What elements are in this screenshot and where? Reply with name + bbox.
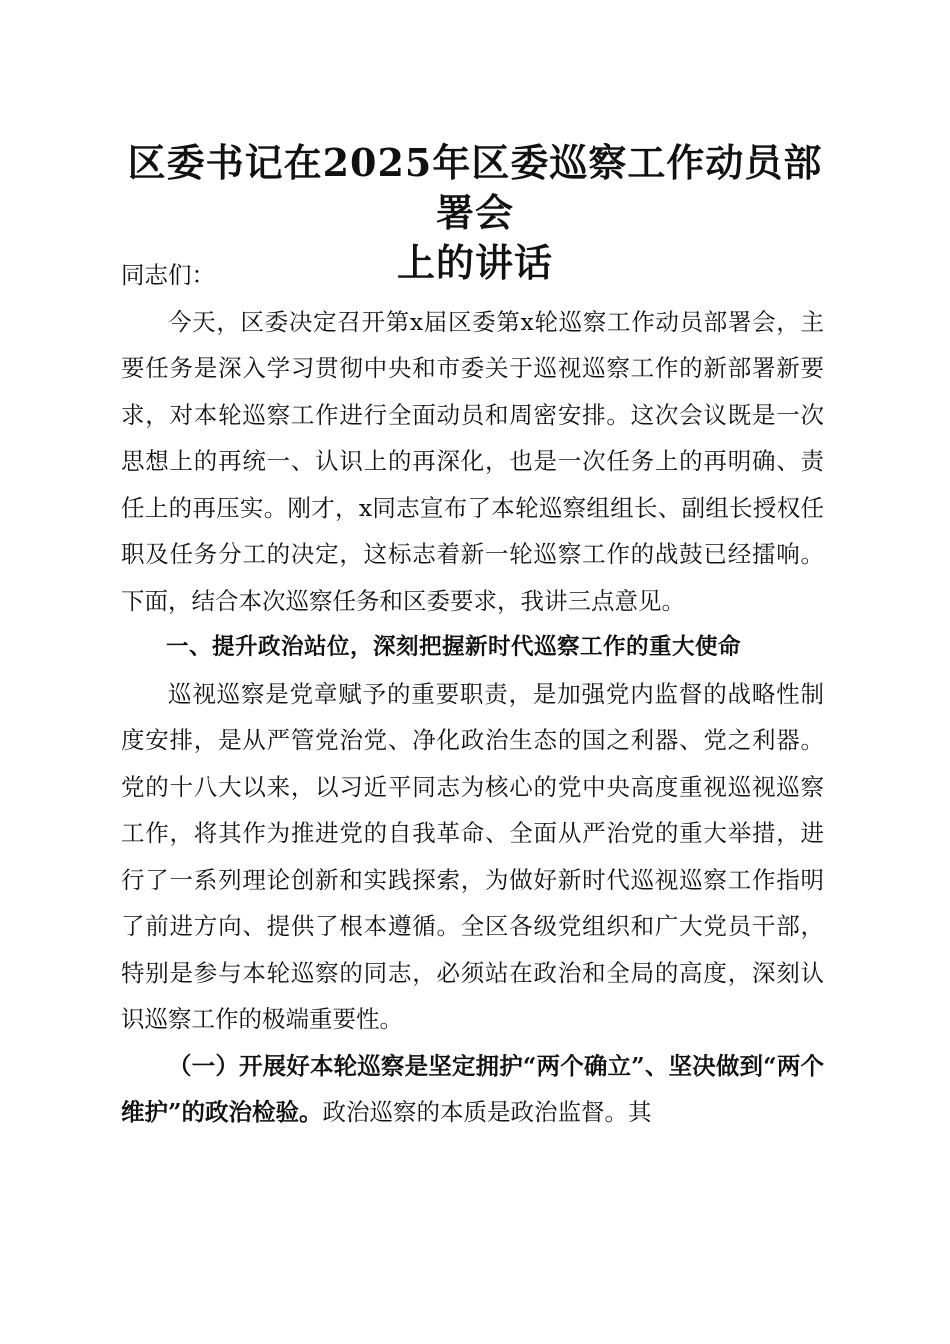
- title-line-2: 上的讲话: [396, 240, 553, 285]
- subsection-1-text: 政治巡察的本质是政治监督。其: [322, 1098, 652, 1126]
- title-line-1: 区委书记在2025年区委巡察工作动员部署会: [127, 140, 823, 235]
- subsection-1-lead: （一）开展好本轮巡察是坚定拥护“两个确立”、坚决做到“两个维护”的政治检验。: [121, 1051, 824, 1126]
- subsection-1-paragraph: [121, 1043, 824, 1136]
- section-heading-1: 一、提升政治站位，深刻把握新时代巡察工作的重大使命: [166, 634, 742, 660]
- opening-paragraph: 今天，区委决定召开第x届区委第x轮巡察工作动员部署会，主要任务是深入学习贯彻中央和市委关于巡视巡察工作的新部署新要求，对本轮巡察工作进行全面动员和周密安排。这次会议既是一次思想上的再统一、认识上的再深化，也是一次任务上的再明确、责任上的再压实。刚才，x同志宣布了本轮巡察组组长、副组长授权任职及任务分工的决定，这标志着新一轮巡察工作的战鼓已经擂响。下面，结合本次巡察任务和区委要求，我讲三点意见。: [121, 307, 824, 615]
- salutation: 同志们：: [121, 261, 215, 289]
- section-1-paragraph: 巡视巡察是党章赋予的重要职责，是加强党内监督的战略性制度安排，是从严管党治党、净化政治生态的国之利器、党之利器。党的十八大以来，以习近平同志为核心的党中央高度重视巡视巡察工作，将其作为推进党的自我革命、全面从严治党的重大举措，进行了一系列理论创新和实践探索，为做好新时代巡视巡察工作指明了前进方向、提供了根本遵循。全区各级党组织和广大党员干部，特别是参与本轮巡察的同志，必须站在政治和全局的高度，深刻认识巡察工作的极端重要性。: [121, 679, 824, 1033]
- document-body: [121, 252, 824, 1136]
